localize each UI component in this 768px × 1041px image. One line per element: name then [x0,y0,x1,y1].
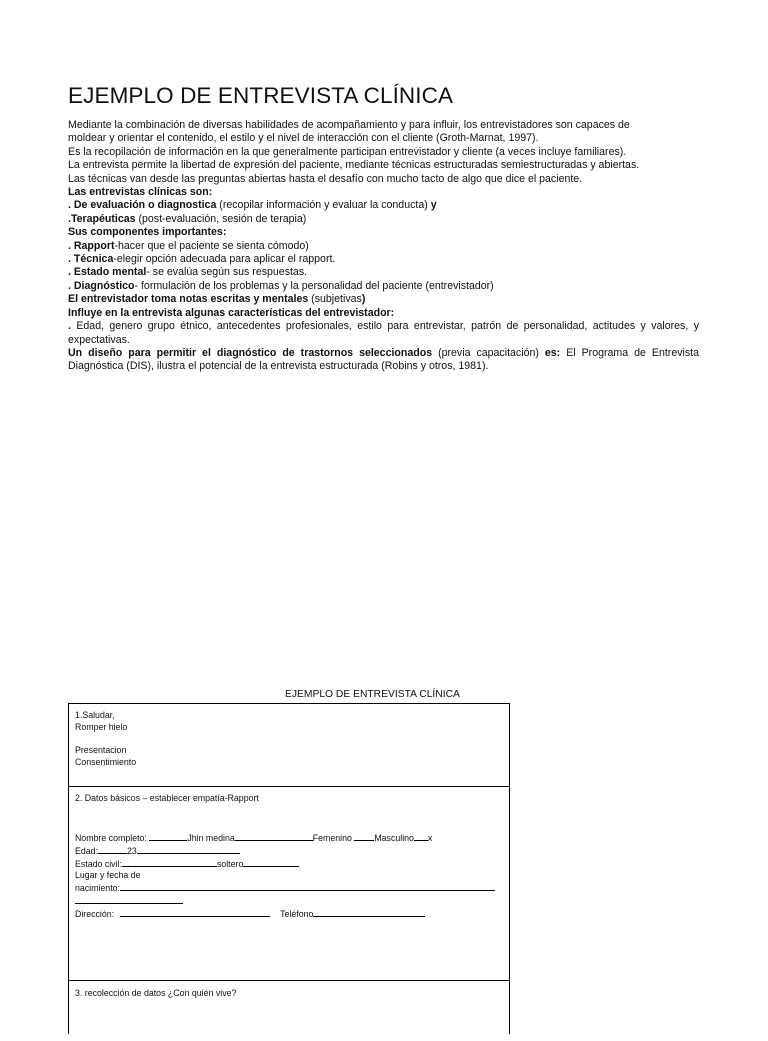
greeting-lines: 1.Saludar, Romper hielo Presentacion Consentimiento [75,710,137,768]
section-title: 2. Datos básicos – establecer empatía-Rapport [75,793,259,803]
section-title: 3. recolección de datos ¿Con quién vive? [75,988,237,998]
civil-status-value[interactable]: soltero [216,858,244,869]
list-item: . Estado mental- se evalúa según sus respuestas. [68,266,308,279]
paragraph-line: Las técnicas van desde las preguntas abiertas hasta el desafío con mucho tacto de algo que dice el paciente. [68,172,583,185]
birth-input[interactable] [120,882,495,891]
masculino-mark[interactable]: x [427,833,433,843]
paragraph-line: La entrevista permite la libertad de expresión del paciente, mediante técnicas estructuradas semiestructuradas y abiertas. [68,159,640,172]
birth-field-row: nacimiento: [75,882,505,895]
paragraph-line: moldear y orientar el contenido, el estilo y el nivel de interacción con el cliente (Groth-Marnat, 1997). [68,132,539,145]
list-item: . Rapport-hacer que el paciente se sienta cómodo) [68,239,309,252]
name-value[interactable]: Jhin medina [187,833,235,843]
age-value[interactable]: 23 [127,845,137,856]
paragraph-line: Es la recopilación de información en la que generalmente participan entrevistador y cliente (a veces incluye familiares). [68,145,627,158]
section-heading: Influye en la entrevista algunas características del entrevistador: [68,306,395,319]
address-field-row: Dirección: Teléfono [75,908,505,921]
age-field-row: Edad: 23 [75,845,505,858]
list-item: . Diagnóstico- formulación de los problemas y la personalidad del paciente (entrevistador) [68,279,494,292]
document-title: EJEMPLO DE ENTREVISTA CLÍNICA [68,83,454,108]
section-heading: Sus componentes importantes: [68,226,227,239]
document-body [68,119,699,374]
form-title: EJEMPLO DE ENTREVISTA CLÍNICA [285,689,460,700]
interview-form [68,703,510,1034]
paragraph: . Edad, genero grupo étnico, antecedentes profesionales, estilo para entrevistar, patrón de personalidad, actitudes y valores, y expectativas. [68,320,699,346]
form-section-basic-data [69,787,509,981]
paragraph-line: Mediante la combinación de diversas habilidades de acompañamiento y para influir, los entrevistadores son capaces de [68,119,630,131]
name-field-row: Nombre completo: Jhin medina Femenino Masculino x [75,833,433,843]
list-item: . De evaluación o diagnostica (recopilar información y evaluar la conducta) y [68,199,437,212]
paragraph: Un diseño para permitir el diagnóstico de trastornos seleccionados (previa capacitación) es: El Programa de Entrevista Diagnóstica (DIS), ilustra el potencial de la entrevista estructurada (Robins y otros, 1981). [68,346,699,373]
birth-label: Lugar y fecha de [75,870,141,881]
section-heading: Las entrevistas clínicas son: [68,186,213,199]
form-section-data-collection [69,981,509,1041]
form-fields [75,832,505,921]
list-item: .Terapéuticas (post-evaluación, sesión de terapia) [68,212,307,225]
form-section-greeting [69,704,509,787]
list-item: . Técnica-elegir opción adecuada para aplicar el rapport. [68,253,336,266]
birth-field-continued [75,895,505,908]
civil-status-field-row: Estado civil: soltero [75,858,505,871]
phone-input[interactable] [313,908,425,917]
address-input[interactable] [120,908,270,917]
list-item: El entrevistador toma notas escritas y mentales (subjetivas) [68,293,366,306]
